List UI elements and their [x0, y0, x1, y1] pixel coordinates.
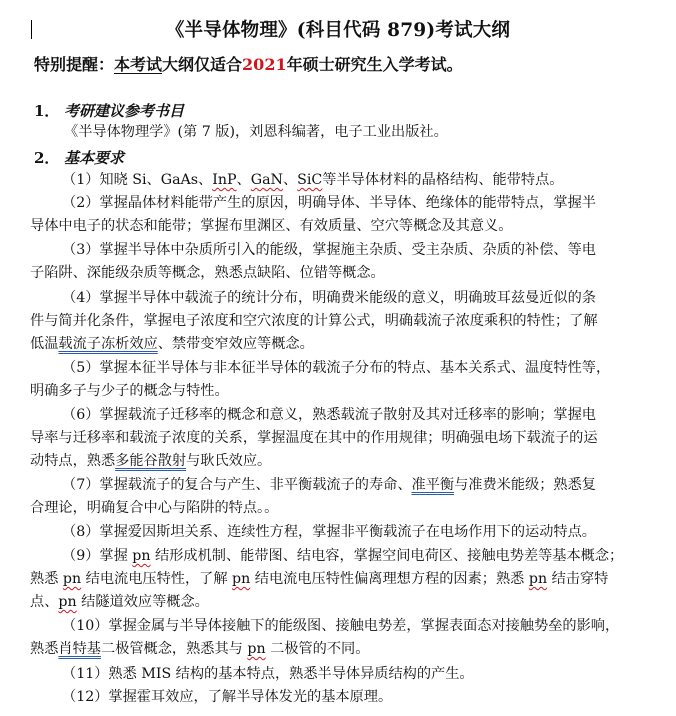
section-heading-books	[34, 100, 184, 121]
req1-text: （1）知晓 Si、GaAs、	[62, 172, 213, 188]
spell-flag-pn: pn	[528, 571, 548, 587]
req1-text-end: 等半导体材料的晶格结构、能带特点。	[322, 172, 564, 188]
grammar-flag-phrase: 载流子冻析效应	[58, 336, 158, 352]
req6-text-end: 与耿氏效应。	[186, 453, 272, 469]
requirement-7-line-1	[62, 476, 596, 494]
requirement-4-line-2: 件与简并化条件，掌握电子浓度和空穴浓度的计算公式，明确载流子浓度乘积的特性；了解	[30, 313, 598, 329]
notice-tail-text: 年硕士研究生入学考试。	[286, 55, 463, 74]
grammar-flag-phrase: 准平衡	[411, 477, 455, 493]
requirement-9-line-1	[62, 547, 623, 565]
requirement-7-line-2: 合理论，明确复合中心与陷阱的特点。。	[30, 500, 279, 516]
requirement-9-line-2	[30, 570, 608, 588]
spell-flag-pn: pn	[132, 548, 151, 564]
req9-text: 结电流电压特性，了解	[81, 571, 233, 587]
reference-book: 《半导体物理学》(第 7 版)，刘恩科编著，电子工业出版社。	[64, 124, 448, 140]
notice-label: 特别提醒：	[34, 55, 115, 74]
req6-text: 动特点，熟悉	[30, 453, 116, 469]
req9-text: （9）掌握	[62, 548, 133, 564]
req9-text: 结隧道效应等概念。	[76, 594, 209, 610]
requirement-4-line-1: （4）掌握半导体中载流子的统计分布，明确费米能级的意义，明确玻耳兹曼近似的条	[62, 290, 596, 306]
requirement-6-line-2: 导率与迁移率和载流子浓度的关系，掌握温度在其中的作用规律；明确强电场下载流子的运	[30, 430, 598, 446]
req10-text: 二极管的不同。	[265, 641, 370, 657]
requirement-5-line-1: （5）掌握本征半导体与非本征半导体的载流子分布的特点、基本关系式、温度特性等，	[62, 360, 611, 376]
spell-flag-pn: pn	[232, 571, 251, 587]
req9-text: 点、	[30, 594, 59, 610]
requirement-2-line-2: 导体中电子的状态和能带；掌握布里渊区、有效质量、空穴等概念及其意义。	[30, 218, 513, 234]
spell-flag-gan: GaN	[250, 172, 283, 188]
spell-flag-pn: pn	[62, 571, 82, 587]
req1-sep: 、	[282, 172, 298, 188]
requirement-10-line-1: （10）掌握金属与半导体接触下的能级图、接触电势差，掌握表面态对接触势垒的影响，	[62, 618, 620, 634]
section-number: 2．	[34, 149, 60, 167]
grammar-flag-phrase: 多能谷散射	[115, 453, 187, 469]
spell-flag-inp: InP	[212, 172, 237, 188]
req4-text: 低温	[30, 336, 59, 352]
req9-text: 熟悉	[30, 571, 63, 587]
section-label: 考研建议参考书目	[64, 102, 185, 120]
requirement-3-line-1: （3）掌握半导体中杂质所引入的能级，掌握施主杂质、受主杂质、杂质的补偿、等电	[62, 242, 596, 258]
requirement-5-line-2: 明确多子与少子的概念与特性。	[30, 383, 229, 399]
document-title: 《半导体物理》(科目代码 879)考试大纲	[165, 20, 511, 41]
section-number: 1．	[34, 102, 60, 120]
req10-text: 二极管概念，熟悉其与	[100, 641, 248, 657]
requirement-9-line-3	[30, 593, 209, 611]
req9-text: 结电流电压特性偏离理想方程的因素；熟悉	[250, 571, 529, 587]
requirement-6-line-3	[30, 452, 271, 470]
req1-sep: 、	[236, 172, 251, 188]
requirement-10-line-2	[30, 640, 369, 658]
req9-text: 结击穿特	[547, 571, 609, 587]
grammar-flag-phrase: 肖特基	[58, 641, 101, 657]
section-heading-requirements	[34, 147, 124, 168]
requirement-4-line-3	[30, 335, 314, 353]
notice-underlined-text: 本考试	[114, 55, 163, 74]
notice-middle-text: 大纲仅适合	[162, 55, 243, 74]
req4-text-end: 、禁带变窄效应等概念。	[157, 336, 314, 352]
requirement-3-line-2: 子陷阱、深能级杂质等概念，熟悉点缺陷、位错等概念。	[30, 265, 385, 281]
requirement-12: （12）掌握霍耳效应，了解半导体发光的基本原理。	[62, 689, 393, 705]
section-label: 基本要求	[64, 149, 125, 167]
req10-text: 熟悉	[30, 641, 59, 657]
requirement-1	[62, 171, 564, 189]
spell-flag-pn: pn	[58, 594, 77, 610]
requirement-11: （11）熟悉 MIS 结构的基本特点，熟悉半导体异质结构的产生。	[62, 666, 474, 682]
requirement-8: （8）掌握爱因斯坦关系、连续性方程，掌握非平衡载流子在电场作用下的运动特点。	[62, 524, 596, 540]
req7-text-end: 与准费米能级；熟悉复	[454, 477, 596, 493]
notice-year: 2021	[242, 55, 287, 74]
requirement-6-line-1: （6）掌握载流子迁移率的概念和意义，熟悉载流子散射及其对迁移率的影响；掌握电	[62, 407, 596, 423]
spell-flag-sic: SiC	[297, 172, 323, 188]
spell-flag-pn: pn	[247, 641, 266, 657]
req7-text: （7）掌握载流子的复合与产生、非平衡载流子的寿命、	[62, 477, 412, 493]
special-notice	[34, 52, 463, 75]
req9-text: 结形成机制、能带图、结电容，掌握空间电荷区、接触电势差等基本概念；	[150, 548, 624, 564]
requirement-2-line-1: （2）掌握晶体材料能带产生的原因，明确导体、半导体、绝缘体的能带特点，掌握半	[62, 195, 596, 211]
